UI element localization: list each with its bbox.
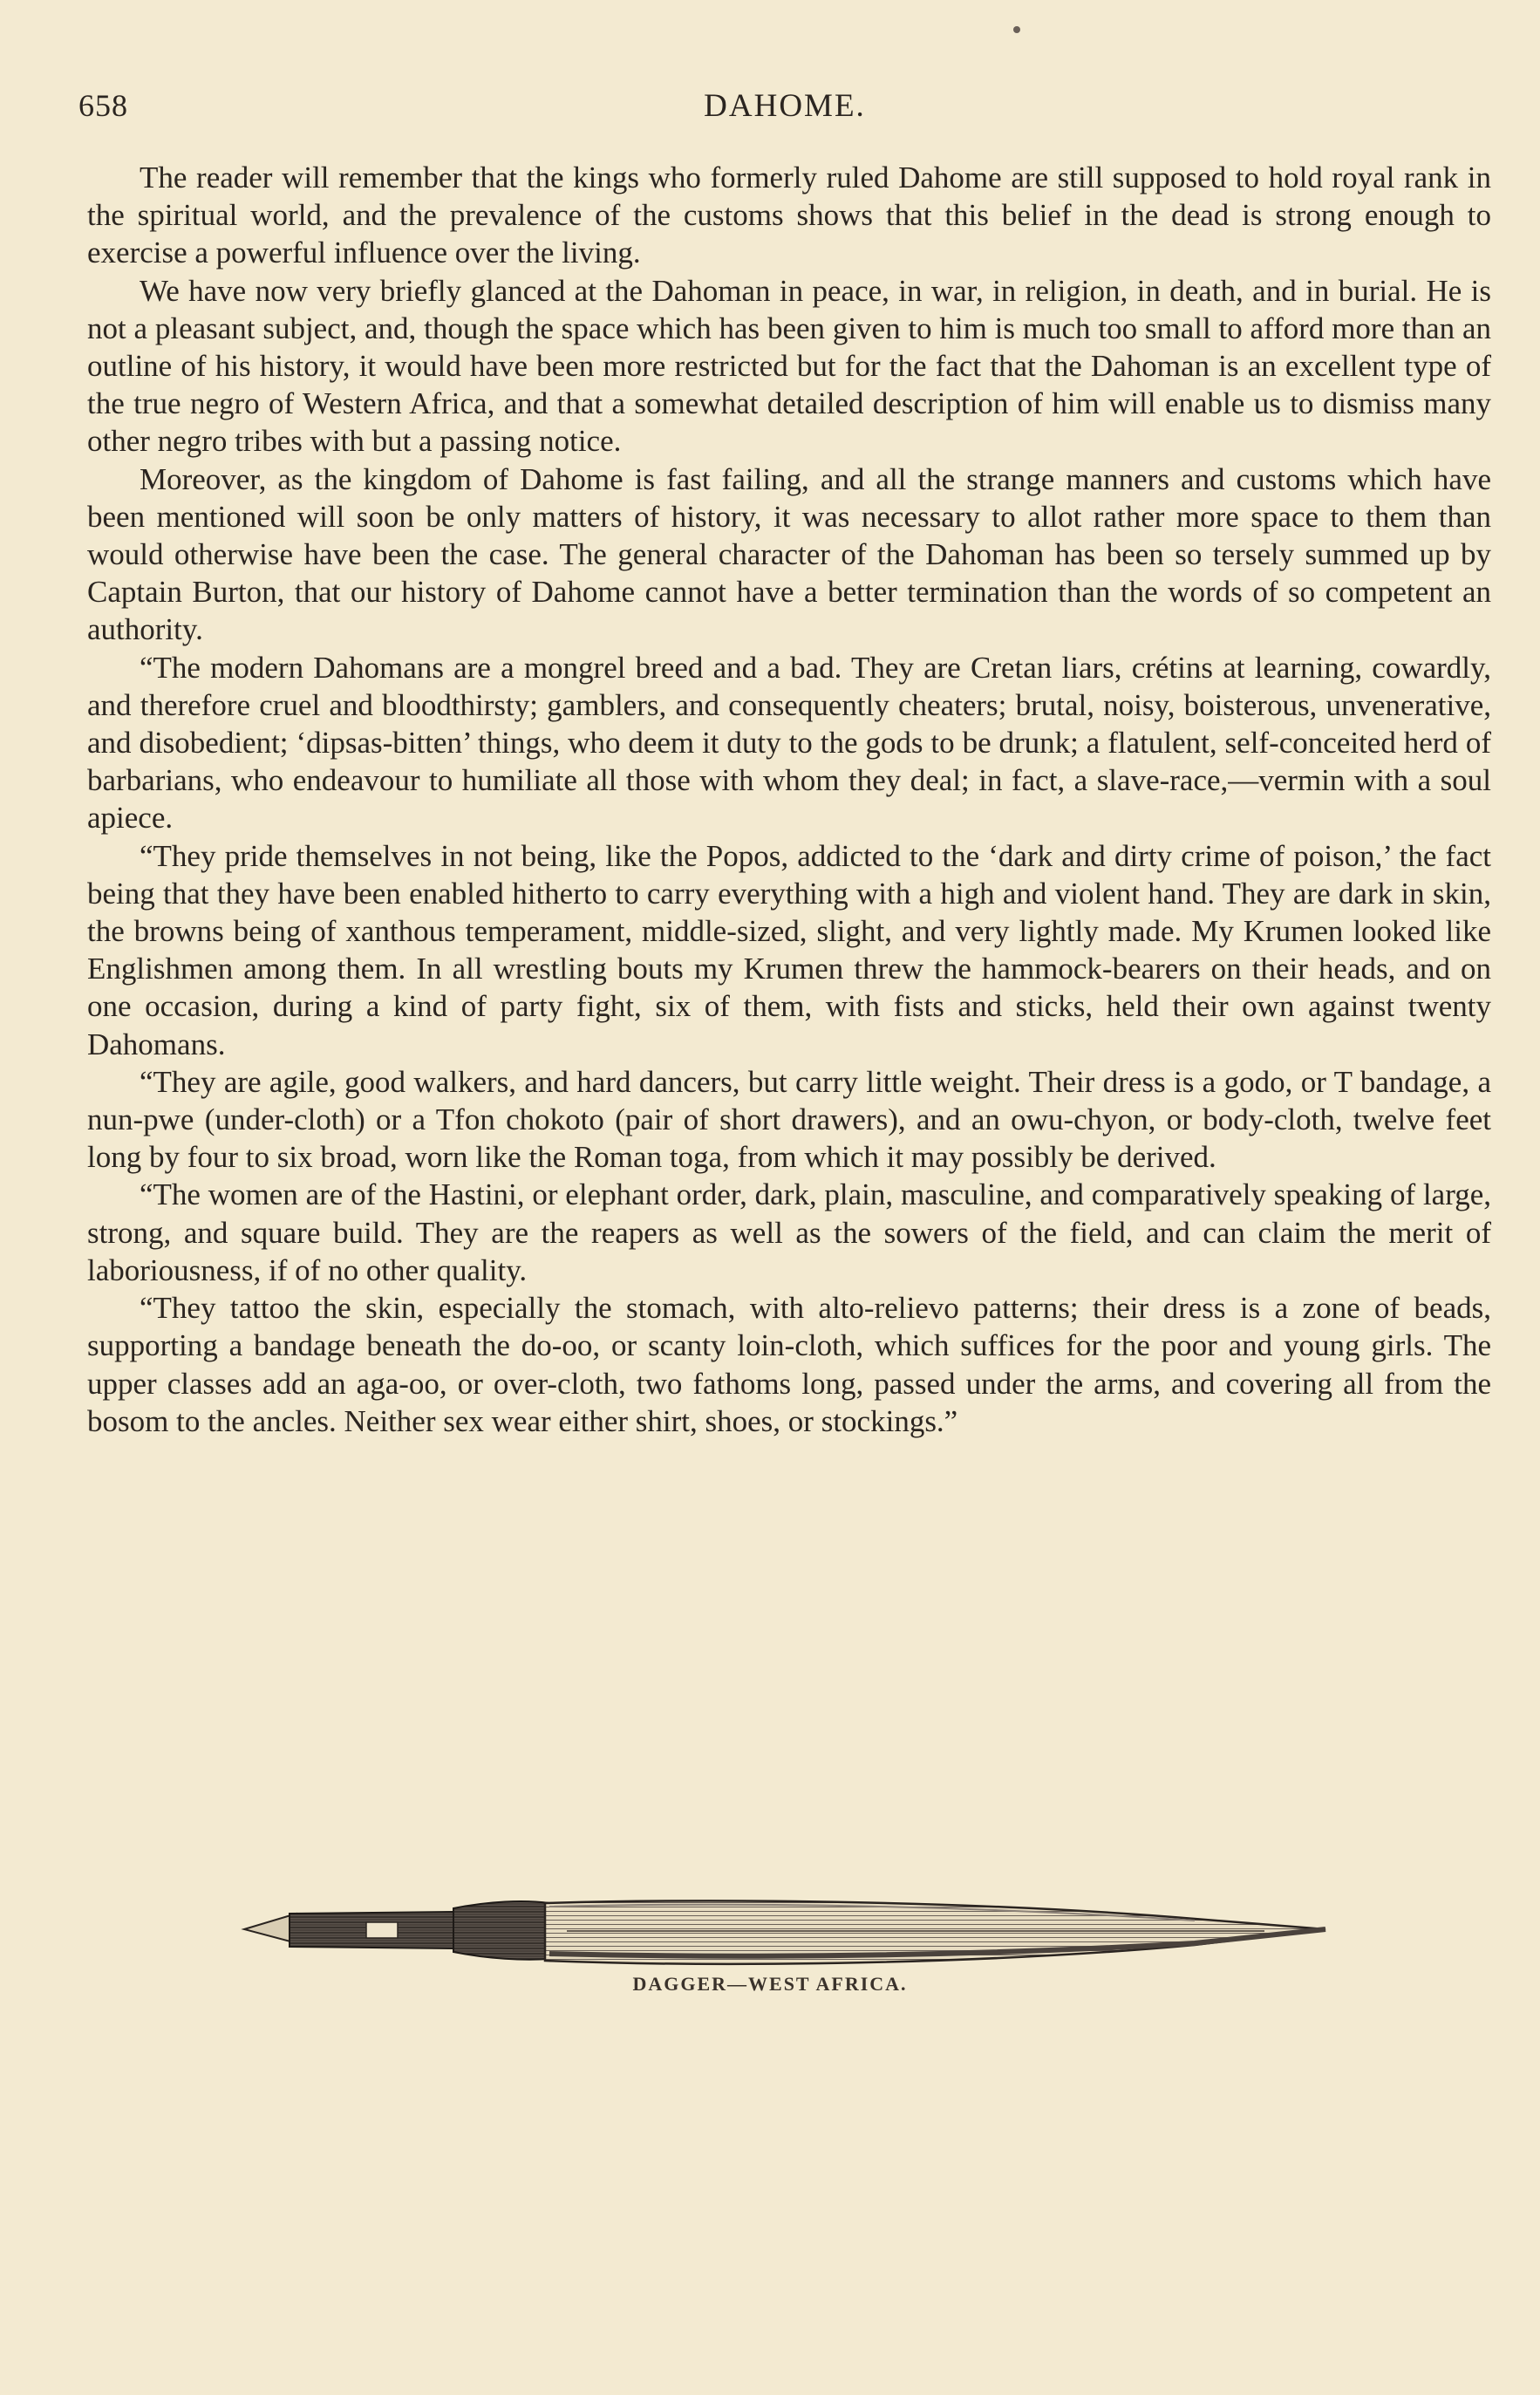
- paragraph: “The modern Dahomans are a mongrel breed and a bad. They are Cretan liars, crétins at learning, cowardly, and therefore cruel and bloodthirsty; gamblers, and consequently cheaters; brutal, noisy, boisterous, unvenerative, and disobedient; ‘dipsas-bitten’ things, who deem it duty to the gods to be drunk; a flatulent, self-conceited herd of barbarians, who endeavour to humiliate all those with whom they deal; in fact, a slave-race,—vermin with a soul apiece.: [87, 650, 1491, 836]
- paragraph: “They pride themselves in not being, like the Popos, addicted to the ‘dark and dirty crime of poison,’ the fact being that they have been enabled hitherto to carry everything with a high and violent hand. They are dark in skin, the browns being of xanthous temperament, middle-sized, slight, and very lightly made. My Krumen looked like Englishmen among them. In all wrestling bouts my Krumen threw the hammock-bearers on their heads, and on one occasion, during a kind of party fight, six of them, with fists and sticks, held their own against twenty Dahomans.: [87, 838, 1491, 1061]
- page-header: [78, 87, 1491, 131]
- print-speck: [1013, 26, 1020, 33]
- paragraph: “The women are of the Hastini, or elephant order, dark, plain, masculine, and comparatively speaking of large, strong, and square build. They are the reapers as well as the sowers of the field, and can claim the merit of laboriousness, if of no other quality.: [87, 1177, 1491, 1287]
- figure-caption: DAGGER—WEST AFRICA.: [632, 1973, 908, 1995]
- dagger-icon: [235, 1858, 1334, 1980]
- paragraph: We have now very briefly glanced at the Dahoman in peace, in war, in religion, in death, and in burial. He is not a pleasant subject, and, though the space which has been given to him is much too small to afford more than an outline of his history, it would have been more restricted but for the fact that the Dahoman is an excellent type of the true negro of Western Africa, and that a somewhat detailed description of him will enable us to dismiss many other negro tribes with but a passing notice.: [87, 273, 1491, 459]
- page-number: 658: [78, 88, 128, 123]
- paragraph: The reader will remember that the kings who formerly ruled Dahome are still supposed to hold royal rank in the spiritual world, and the prevalence of the customs shows that this belief in the dead is strong enough to exercise a powerful influence over the living.: [87, 160, 1491, 270]
- paragraph: Moreover, as the kingdom of Dahome is fast failing, and all the strange manners and customs which have been mentioned will soon be only matters of history, it was necessary to allot rather more space to them than would otherwise have been the case. The general character of the Dahoman has been so tersely summed up by Captain Burton, that our history of Dahome cannot have a better termination than the words of so competent an authority.: [87, 461, 1491, 647]
- dagger-illustration: [235, 1858, 1334, 1980]
- paragraph: “They tattoo the skin, especially the stomach, with alto-relievo patterns; their dress is a zone of beads, supporting a bandage beneath the do-oo, or scanty loin-cloth, which suffices for the poor and young girls. The upper classes add an aga-oo, or over-cloth, two fathoms long, passed under the arms, and covering all from the bosom to the ancles. Neither sex wear either shirt, shoes, or stockings.”: [87, 1291, 1491, 1438]
- body-text: [87, 159, 1491, 1440]
- paragraph: “They are agile, good walkers, and hard dancers, but carry little weight. Their dress is a godo, or T bandage, a nun-pwe (under-cloth) or a Tfon chokoto (pair of short drawers), and an owu-chyon, or body-cloth, twelve feet long by four to six broad, worn like the Roman toga, from which it may possibly be derived.: [87, 1064, 1491, 1175]
- running-head: DAHOME.: [704, 88, 866, 124]
